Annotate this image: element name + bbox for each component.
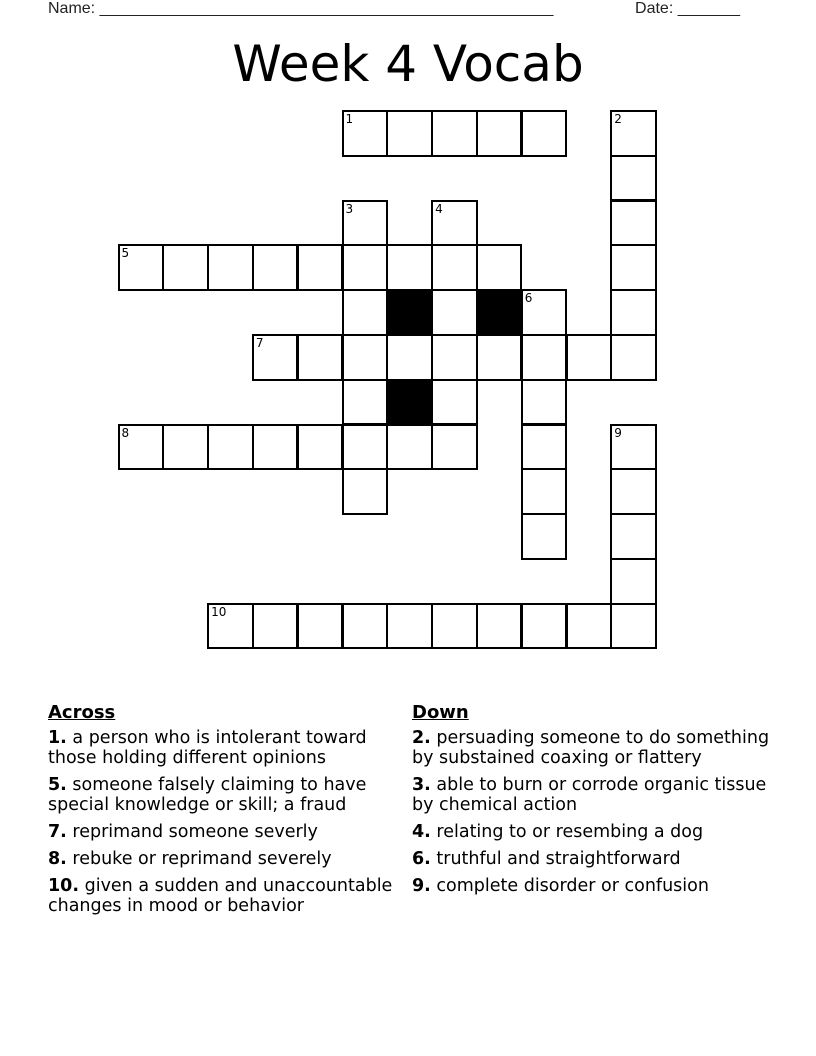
clue-item-text: complete disorder or confusion — [436, 876, 709, 896]
clue-item — [48, 728, 398, 768]
clue-item-text: given a sudden and unaccountable changes in mood or behavior — [48, 876, 393, 916]
grid-cell[interactable] — [610, 289, 657, 336]
clue-item — [412, 876, 772, 896]
clue-number: 8 — [121, 425, 130, 440]
clue-number: 10 — [211, 604, 227, 619]
grid-cell[interactable] — [342, 334, 389, 381]
grid-cell[interactable] — [476, 110, 523, 157]
grid-cell[interactable] — [431, 334, 478, 381]
clue-item — [412, 728, 772, 768]
grid-cell[interactable] — [431, 603, 478, 650]
grid-cell[interactable] — [207, 603, 254, 650]
grid-cell[interactable] — [431, 200, 478, 247]
grid-cell[interactable] — [342, 200, 389, 247]
clue-number: 9 — [614, 425, 622, 440]
grid-cell[interactable] — [610, 244, 657, 291]
clue-item — [48, 822, 398, 842]
clue-item — [48, 775, 398, 815]
clue-item-text: truthful and straightforward — [436, 849, 681, 869]
grid-cell[interactable] — [521, 424, 568, 471]
grid-cell[interactable] — [610, 200, 657, 247]
grid-cell[interactable] — [207, 424, 254, 471]
grid-cell[interactable] — [297, 424, 344, 471]
clue-number: 1 — [345, 112, 354, 126]
grid-cell[interactable] — [431, 379, 478, 426]
grid-cell[interactable] — [386, 244, 433, 291]
grid-cell[interactable] — [342, 244, 389, 291]
grid-cell[interactable] — [521, 289, 568, 336]
across-clues — [48, 702, 398, 923]
grid-cell[interactable] — [521, 513, 568, 560]
clue-number: 4 — [435, 201, 443, 216]
grid-cell[interactable] — [610, 424, 657, 471]
grid-cell[interactable] — [162, 244, 209, 291]
clue-item — [412, 849, 772, 869]
grid-cell[interactable] — [118, 424, 165, 471]
clue-item-number: 2. — [412, 728, 431, 748]
grid-cell[interactable] — [431, 110, 478, 157]
clue-item-text: a person who is intolerant toward those holding different opinions — [48, 728, 367, 768]
grid-cell[interactable] — [521, 110, 568, 157]
grid-cell[interactable] — [566, 603, 613, 650]
grid-cell[interactable] — [476, 603, 523, 650]
clue-item — [48, 876, 398, 916]
grid-cell[interactable] — [610, 468, 657, 515]
clue-item-number: 9. — [412, 876, 431, 896]
clue-item-number: 6. — [412, 849, 431, 869]
grid-cell[interactable] — [118, 244, 165, 291]
clue-item-number: 10. — [48, 876, 80, 896]
grid-cell[interactable] — [207, 244, 254, 291]
date-field[interactable]: Date: _______ — [635, 0, 740, 17]
grid-cell[interactable] — [566, 334, 613, 381]
grid-cell[interactable] — [386, 110, 433, 157]
grid-cell[interactable] — [610, 603, 657, 650]
blocked-cell — [476, 289, 523, 336]
grid-cell[interactable] — [476, 244, 523, 291]
blocked-cell — [386, 379, 433, 426]
grid-cell[interactable] — [521, 468, 568, 515]
name-field[interactable]: Name: ___________________________________________________ — [48, 0, 554, 17]
clue-item-text: relating to or resembing a dog — [436, 822, 704, 842]
grid-cell[interactable] — [342, 110, 389, 157]
grid-cell[interactable] — [342, 603, 389, 650]
grid-cell[interactable] — [252, 244, 299, 291]
grid-cell[interactable] — [431, 424, 478, 471]
grid-cell[interactable] — [252, 334, 299, 381]
clue-number: 6 — [524, 291, 533, 306]
grid-cell[interactable] — [386, 424, 433, 471]
grid-cell[interactable] — [342, 424, 389, 471]
clue-item-number: 1. — [48, 728, 67, 748]
grid-cell[interactable] — [610, 334, 657, 381]
clue-item-number: 8. — [48, 849, 67, 869]
clue-item-text: able to burn or corrode organic tissue by chemical action — [412, 775, 767, 815]
grid-cell[interactable] — [342, 289, 389, 336]
clue-item-text: rebuke or reprimand severely — [72, 849, 332, 869]
grid-cell[interactable] — [386, 334, 433, 381]
grid-cell[interactable] — [297, 244, 344, 291]
grid-cell[interactable] — [297, 603, 344, 650]
clue-item-text: someone falsely claiming to have special knowledge or skill; a fraud — [48, 775, 367, 815]
grid-cell[interactable] — [252, 603, 299, 650]
clue-item-text: reprimand someone severly — [72, 822, 318, 842]
down-clues — [412, 702, 772, 903]
grid-cell[interactable] — [252, 424, 299, 471]
grid-cell[interactable] — [342, 468, 389, 515]
clue-item-number: 5. — [48, 775, 67, 795]
grid-cell[interactable] — [162, 424, 209, 471]
grid-cell[interactable] — [431, 289, 478, 336]
clue-number: 3 — [345, 201, 354, 216]
clue-item — [412, 775, 772, 815]
grid-cell[interactable] — [610, 110, 657, 157]
grid-cell[interactable] — [610, 155, 657, 202]
clue-item — [48, 849, 398, 869]
clue-item-text: persuading someone to do something by substained coaxing or flattery — [412, 728, 770, 768]
grid-cell[interactable] — [610, 558, 657, 605]
clue-item-number: 7. — [48, 822, 67, 842]
grid-cell[interactable] — [521, 334, 568, 381]
clue-number: 7 — [255, 336, 264, 350]
across-heading: Across — [48, 702, 116, 723]
blocked-cell — [386, 289, 433, 336]
clue-number: 5 — [121, 246, 130, 261]
clue-item-number: 3. — [412, 775, 431, 795]
down-heading: Down — [412, 702, 469, 723]
clue-number: 2 — [614, 112, 622, 126]
clue-item-number: 4. — [412, 822, 431, 842]
grid-cell[interactable] — [342, 379, 389, 426]
clue-item — [412, 822, 772, 842]
page-title: Week 4 Vocab — [232, 35, 584, 93]
grid-cell[interactable] — [521, 379, 568, 426]
grid-cell[interactable] — [476, 334, 523, 381]
grid-cell[interactable] — [521, 603, 568, 650]
grid-cell[interactable] — [610, 513, 657, 560]
grid-cell[interactable] — [386, 603, 433, 650]
grid-cell[interactable] — [431, 244, 478, 291]
grid-cell[interactable] — [297, 334, 344, 381]
